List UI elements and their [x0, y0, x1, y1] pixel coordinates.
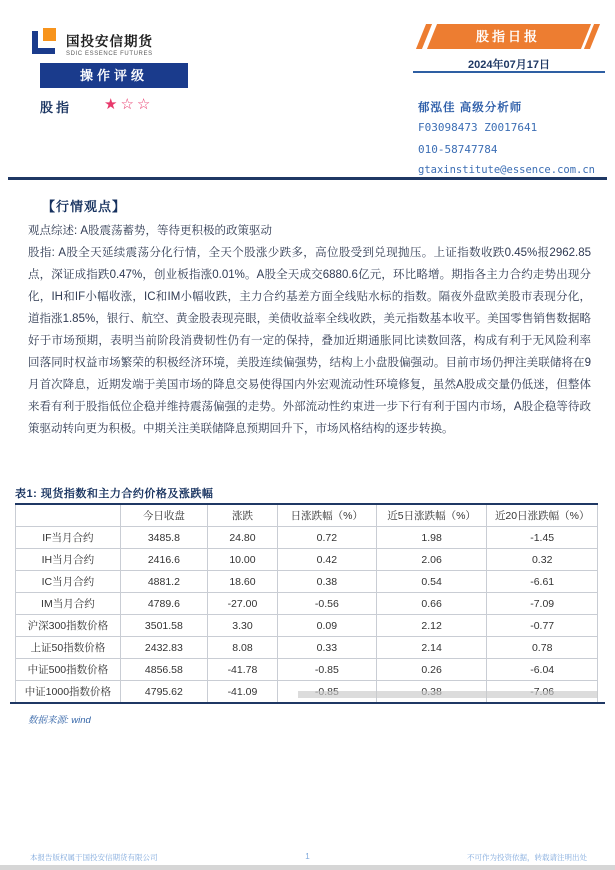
table-header-row — [16, 504, 598, 527]
col-header: 近5日涨跌幅（%） — [376, 504, 487, 527]
table-title: 表1: 现货指数和主力合约价格及涨跌幅 — [15, 488, 214, 500]
table-row: IM当月合约 4789.6 -27.00 -0.56 0.66 -7.09 — [16, 593, 598, 615]
table-row: 沪深300指数价格 3501.58 3.30 0.09 2.12 -0.77 — [16, 615, 598, 637]
report-badge-label: 股指日报 — [475, 29, 540, 44]
table-row: IC当月合约 4881.2 18.60 0.38 0.54 -6.61 — [16, 571, 598, 593]
footer-copyright: 本报告版权属于国投安信期货有限公司 — [30, 853, 158, 862]
company-logo — [30, 26, 153, 61]
report-date: 2024年07月17日 — [468, 59, 550, 71]
table-bottom-divider — [10, 702, 605, 704]
opinion-text — [28, 220, 591, 440]
data-source: 数据来源: wind — [28, 715, 91, 726]
col-header: 近20日涨跌幅（%） — [487, 504, 598, 527]
instrument-label: 股指 — [40, 100, 73, 115]
page-edge — [0, 865, 615, 870]
opinion-body: 股指: A股全天延续震荡分化行情，全天个股涨少跌多，高位股受到兑现抛压。上证指数收跌0.45%报2962.85点，深证成指跌0.47%，创业板指涨0.01%。A股全天成交6880.6亿元，环比略增。期指各主力合约走势出现分化，IH和IF小幅收涨，IC和IM小幅收跌，主力合约基差方面全线贴水标的指数。隔夜外盘欧美股市表现分化，道指涨1.85%，银行、航空、黄金股表现亮眼，美债收益率全线收跌，美元指数基本收平。美国零售销售数据略好于市场预期，表明当前阶段消费韧性仍有一定的保持，叠加近期通胀同比读数回落，构成有利于无风险利率回落同时权益市场繁荣的积极经济环境，美股连续偏强势，结构上小盘股偏强动。目前市场仍押注美联储将在9月首次降息，近期发端于美国市场的降息交易使得国内外宏观流动性环境修复，虽然A股成交量仍低迷，但整体来看有利于股指低位企稳并维持震荡偏强的走势。外部流动性约束进一步下行有利于国内市场，A股企稳等待政策驱动转向更为积极。中期关注美联储降息预期回升下，市场风格结构的逐步转换。 — [28, 247, 591, 435]
company-name-cn: 国投安信期货 — [66, 34, 153, 49]
rating-stars: ★☆☆ — [104, 96, 154, 113]
rating-box: 操作评级 — [40, 63, 188, 88]
col-header: 今日收盘 — [120, 504, 207, 527]
analyst-phone: 010-58747784 — [418, 143, 498, 156]
page-number: 1 — [305, 852, 310, 861]
table-row: 中证1000指数价格 4795.62 -41.09 — [16, 681, 598, 703]
table-row: 上证50指数价格 2432.83 8.08 0.33 2.14 0.78 — [16, 637, 598, 659]
header-divider — [8, 177, 607, 180]
table-row: 中证500指数价格 4856.58 -41.78 -0.85 0.26 -6.04 — [16, 659, 598, 681]
logo-icon — [30, 26, 60, 61]
date-underline — [413, 71, 605, 73]
col-header: 日涨跌幅（%） — [277, 504, 376, 527]
report-badge — [418, 24, 598, 49]
table-shadow — [298, 691, 598, 698]
price-table — [15, 503, 598, 703]
table-row: IF当月合约 3485.8 24.80 0.72 1.98 -1.45 — [16, 527, 598, 549]
analyst-email[interactable]: gtaxinstitute@essence.com.cn — [418, 164, 596, 176]
company-name-en: SDIC ESSENCE FUTURES — [66, 51, 153, 57]
analyst-name: 郁泓佳 高级分析师 — [418, 102, 523, 114]
col-header — [16, 504, 121, 527]
section-title-market-view: 【行情观点】 — [42, 199, 127, 214]
footer-disclaimer: 不可作为投资依据，转载请注明出处 — [467, 853, 587, 862]
analyst-licenses: F03098473 Z0017641 — [418, 121, 538, 134]
col-header: 涨跌 — [208, 504, 278, 527]
table-row: IH当月合约 2416.6 10.00 0.42 2.06 0.32 — [16, 549, 598, 571]
opinion-summary: 观点综述: A股震荡蓄势，等待更积极的政策驱动 — [28, 225, 273, 237]
